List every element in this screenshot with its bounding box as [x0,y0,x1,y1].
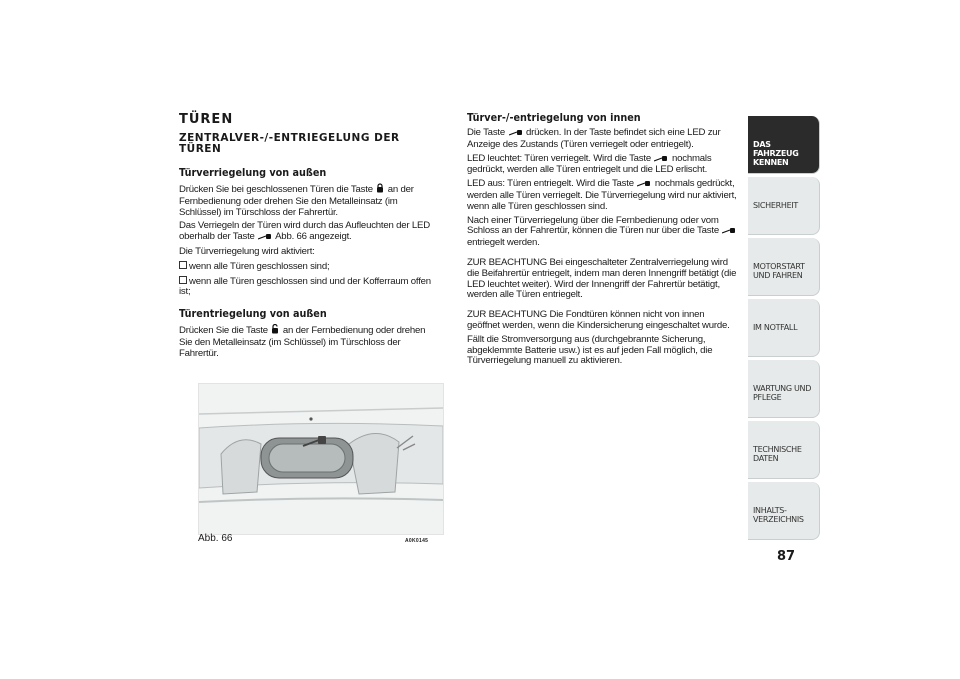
paragraph-inside-4 [467,216,739,249]
figure-code: A0K0145 [405,538,429,544]
page-number: 87 [777,549,796,564]
left-column [179,112,441,363]
paragraph-unlock-outside-1 [179,324,441,359]
text-part: drücken. In der Taste befindet sich eine LED zur Anzeige des Zustands (Türen verriegelt oder entriegelt). [467,127,721,150]
bullet-item [179,261,441,273]
padlock-open-icon [271,324,279,338]
door-lock-key-icon [722,227,736,238]
tab-sicherheit[interactable]: SICHERHEIT [748,177,820,235]
figure-door-lock-button [198,383,444,535]
text-part: Das Verriegeln der Türen wird durch das Aufleuchten der LED oberhalb der Taste [179,220,430,243]
text-part: nochmals gedrückt, werden alle Türen entriegelt und die LED erlischt. [467,152,712,176]
checkbox-bullet-icon [179,276,187,284]
text-part: Drücken Sie bei geschlossenen Türen die Taste [179,184,373,195]
padlock-icon [376,183,384,197]
text-part: Abb. 66 angezeigt. [275,231,352,243]
checkbox-bullet-icon [179,261,187,269]
heading-lock-outside: Türverriegelung von außen [179,167,327,179]
paragraph-lock-outside-1 [179,183,441,218]
text-part: nochmals gedrückt, werden alle Türen verriegelt. Die Türverriegelung wird nur aktiviert, wenn alle Türen geschlossen sind. [467,178,737,212]
paragraph-inside-2 [467,154,739,177]
text-part: LED leuchtet: Türen verriegelt. Wird die Taste [467,152,652,164]
note-2: ZUR BEACHTUNG Die Fondtüren können nicht von innen geöffnet werden, wenn die Kindersicherung eingeschaltet wurde. [467,309,730,331]
text-part: LED aus: Türen entriegelt. Wird die Taste [467,178,634,190]
figure-caption: Abb. 66 [198,533,233,544]
text-part: Nach einer Türverriegelung über die Fernbedienung oder vom Schloss an der Fahrertür, können die Türen nur über die Taste [467,214,719,237]
text-part: entriegelt werden. [467,237,540,249]
tab-inhaltsverzeichnis[interactable]: INHALTS-VERZEICHNIS [748,482,820,540]
chapter-tabs [748,116,820,543]
door-lock-key-icon [258,233,272,244]
paragraph-lock-outside-3: Die Türverriegelung wird aktiviert: [179,245,315,257]
text-part: Drücken Sie die Taste [179,325,268,337]
bullet-text: wenn alle Türen geschlossen sind; [189,260,330,272]
paragraph-inside-3 [467,179,739,212]
text-part: an der Fernbedienung oder drehen Sie den Metalleinsatz (im Schlüssel) im Türschloss der Fahrertür. [179,184,414,218]
tab-das-fahrzeug-kennen[interactable]: DAS FAHRZEUG KENNEN [748,116,820,174]
paragraph-inside-1 [467,128,739,151]
door-panel-illustration [199,384,443,534]
tab-technische-daten[interactable]: TECHNISCHE DATEN [748,421,820,479]
note-1: ZUR BEACHTUNG Bei eingeschalteter Zentralverriegelung wird die Beifahrertür entriegelt, indem man deren Innengriff betätigt (die LED leuchtet weiter). Wird der Innengriff der Fahrertür betätigt, werden alle Türen entriegelt. [467,256,737,301]
tab-wartung-und-pflege[interactable]: WARTUNG UND PFLEGE [748,360,820,418]
tab-im-notfall[interactable]: IM NOTFALL [748,299,820,357]
subsection-title: ZENTRALVER-/-ENTRIEGELUNG DER TÜREN [179,132,400,155]
tab-motorstart-und-fahren[interactable]: MOTORSTART UND FAHREN [748,238,820,296]
bullet-item [179,276,441,299]
text-part: an der Fernbedienung oder drehen Sie den Metalleinsatz (im Schlüssel) im Türschloss der Fahrertür. [179,325,426,359]
heading-lock-inside: Türver-/-entriegelung von innen [467,112,641,124]
section-title: TÜREN [179,112,234,127]
paragraph-inside-5: Fällt die Stromversorgung aus (durchgebrannte Sicherung, abgeklemmte Batterie usw.) ist es auf jeden Fall möglich, die Türverriegelung manuell zu aktivieren. [467,333,713,367]
bullet-text: wenn alle Türen geschlossen sind und der Kofferraum offen ist; [179,275,431,298]
heading-unlock-outside: Türentriegelung von außen [179,308,327,321]
text-part: Die Taste [467,127,506,138]
right-column [467,112,739,370]
paragraph-lock-outside-2 [179,221,441,244]
